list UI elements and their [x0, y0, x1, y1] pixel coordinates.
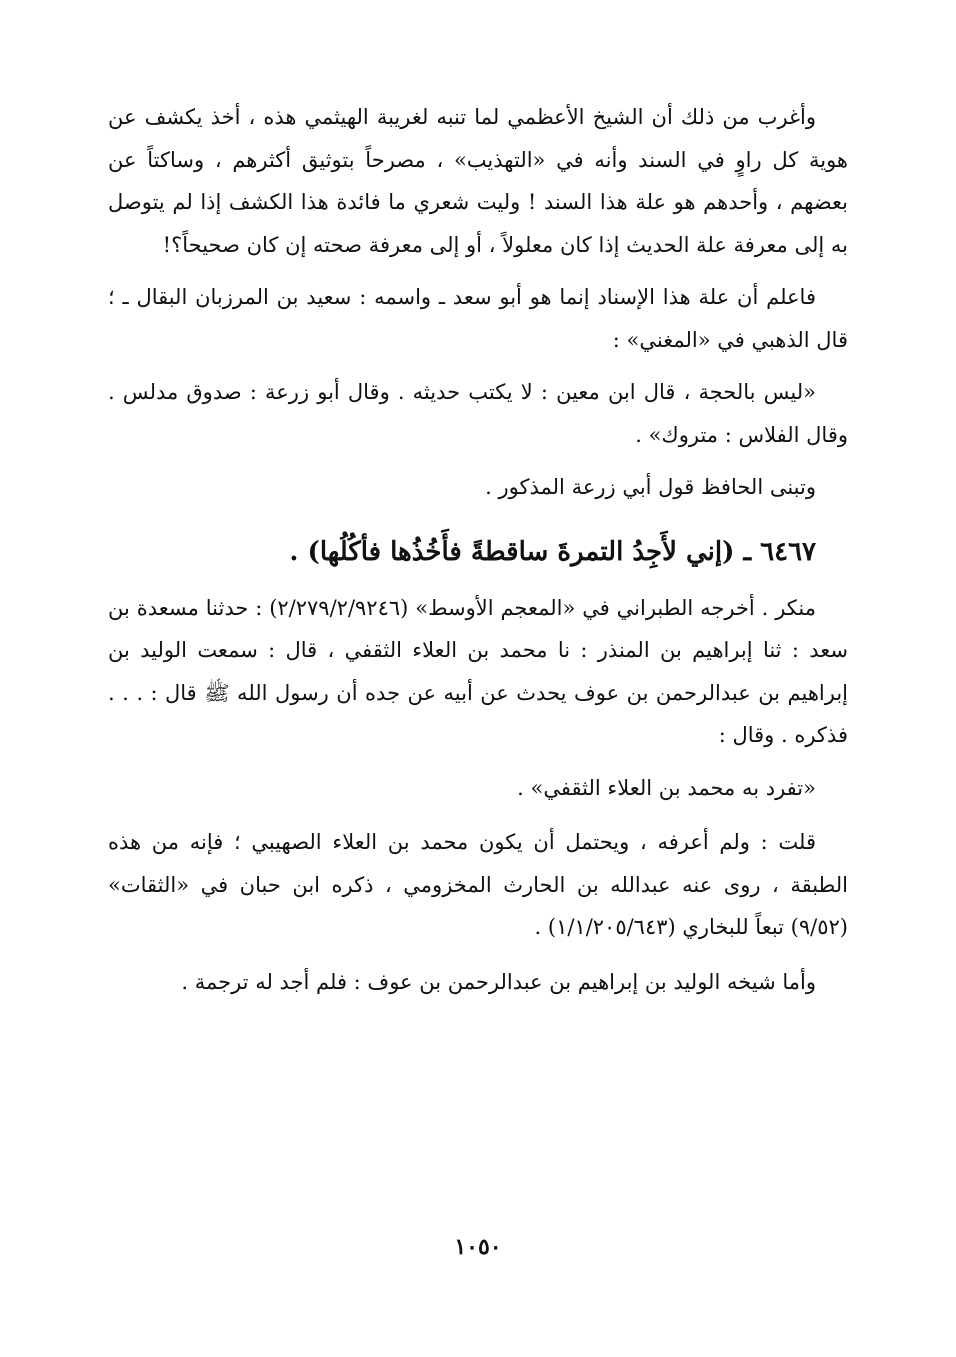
paragraph-hafiz-note: وتبنى الحافظ قول أبي زرعة المذكور . [485, 475, 816, 499]
paragraph-isnad-cause: فاعلم أن علة هذا الإسناد إنما هو أبو سعد ـ واسمه : سعيد بن المرزبان البقال ـ ؛ قال الذهبي في «المغني» : [108, 285, 848, 352]
page-body [108, 96, 848, 1003]
paragraph-shaykh-note: وأما شيخه الوليد بن إبراهيم بن عبدالرحمن بن عوف : فلم أجد له ترجمة . [181, 969, 816, 994]
hadith-heading: ٦٤٦٧ ـ (إني لأَجِدُ التمرةَ ساقطةً فأَخُذُها فأكُلُها) . [289, 536, 816, 567]
page-number: ١٠٥٠ [454, 1234, 502, 1260]
paragraph-tabarani-quote: «تفرد به محمد بن العلاء الثقفي» . [517, 775, 816, 800]
paragraph-critique: وأغرب من ذلك أن الشيخ الأعظمي لما تنبه لغريبة الهيثمي هذه ، أخذ يكشف عن هوية كل راوٍ في السند وأنه في «التهذيب» ، مصرحاً بتوثيق أكثرهم ، وساكتاً عن بعضهم ، وأحدهم هو علة هذا السند ! وليت شعري ما فائدة هذا الكشف إذا لم يتوصل به إلى معرفة علة الحديث إذا كان معلولاً ، أو إلى معرفة صحته إن كان صحيحاً؟! [108, 105, 848, 257]
paragraph-takhrij: منكر . أخرجه الطبراني في «المعجم الأوسط» (٢/٢٧٩/٢/٩٢٤٦) : حدثنا مسعدة بن سعد : ثنا إبراهيم بن المنذر : نا محمد بن العلاء الثقفي ، قال : سمعت الوليد بن إبراهيم بن عبدالرحمن بن عوف يحدث عن أبيه عن جده أن رسول الله ﷺ قال : . . . فذكره . وقال : [108, 595, 848, 747]
paragraph-dhahabi-quote: «ليس بالحجة ، قال ابن معين : لا يكتب حديثه . وقال أبو زرعة : صدوق مدلس . وقال الفلاس : متروك» . [108, 380, 848, 447]
paragraph-author-comment: قلت : ولم أعرفه ، ويحتمل أن يكون محمد بن العلاء الصهيبي ؛ فإنه من هذه الطبقة ، روى عنه عبدالله بن الحارث المخزومي ، ذكره ابن حبان في «الثقات» (٩/٥٢) تبعاً للبخاري (١/١/٢٠٥/٦٤٣) . [108, 830, 848, 939]
